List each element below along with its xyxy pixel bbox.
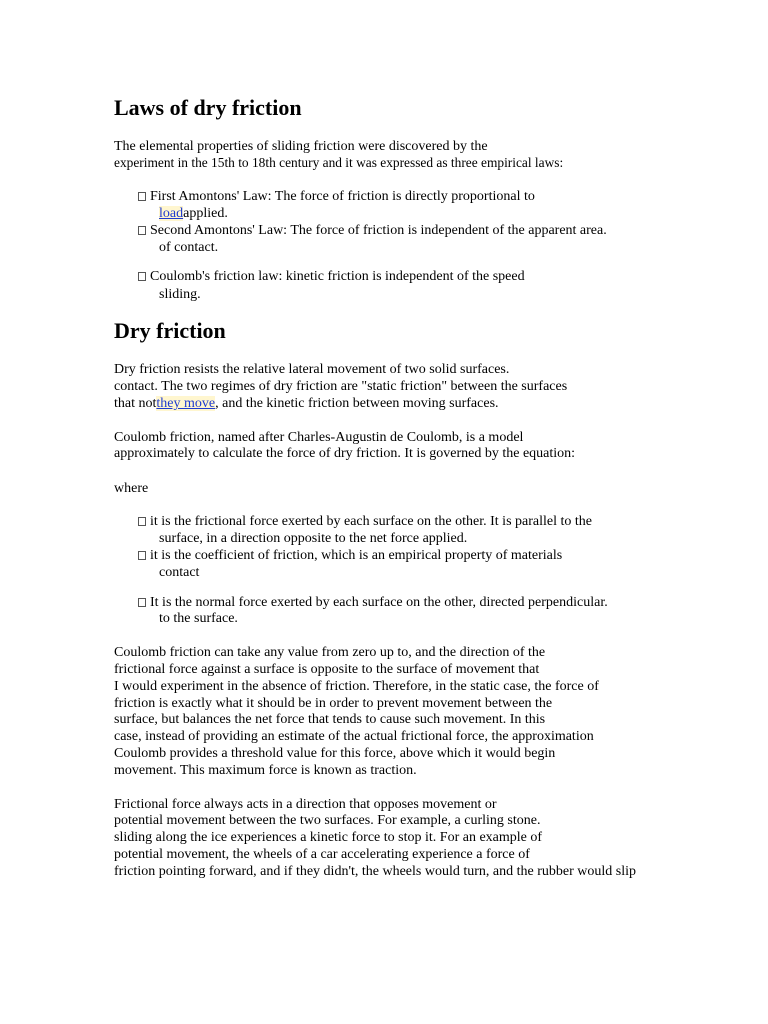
bullet-box-icon bbox=[138, 551, 146, 560]
paragraph-line: surface, but balances the net force that tends to cause such movement. In this bbox=[114, 712, 546, 727]
paragraph-line: friction is exactly what it should be in order to prevent movement between the bbox=[114, 696, 553, 711]
paragraph-line: contact. The two regimes of dry friction are "static friction" between the surfaces bbox=[114, 379, 568, 394]
paragraph-line: approximately to calculate the force of dry friction. It is governed by the equation: bbox=[114, 446, 576, 461]
bullet-text: it is the frictional force exerted by each surface on the other. It is parallel to the bbox=[150, 514, 592, 529]
list-item bbox=[138, 222, 607, 239]
bullet-text-continuation: surface, in a direction opposite to the net force applied. bbox=[159, 531, 468, 546]
paragraph-line: Coulomb provides a threshold value for this force, above which it would begin bbox=[114, 746, 556, 761]
bullet-text: it is the coefficient of friction, which is an empirical property of materials bbox=[150, 548, 563, 563]
paragraph-line: case, instead of providing an estimate of the actual frictional force, the approximation bbox=[114, 729, 594, 744]
paragraph-line: Dry friction resists the relative lateral movement of two solid surfaces. bbox=[114, 362, 510, 377]
paragraph-line: friction pointing forward, and if they didn't, the wheels would turn, and the rubber would slip bbox=[114, 864, 636, 879]
list-item bbox=[138, 188, 535, 205]
bullet-text: Coulomb's friction law: kinetic friction is independent of the speed bbox=[150, 269, 525, 284]
intro-line-1: The elemental properties of sliding friction were discovered by the bbox=[114, 139, 488, 154]
paragraph-line: potential movement between the two surfaces. For example, a curling stone. bbox=[114, 813, 541, 828]
bullet-text: First Amontons' Law: The force of friction is directly proportional to bbox=[150, 189, 535, 204]
section-heading-laws: Laws of dry friction bbox=[114, 95, 302, 120]
bullet-box-icon bbox=[138, 517, 146, 526]
paragraph-line: Coulomb friction can take any value from zero up to, and the direction of the bbox=[114, 645, 546, 660]
bullet-text: Second Amontons' Law: The force of friction is independent of the apparent area. bbox=[150, 223, 607, 238]
list-item bbox=[138, 547, 562, 564]
bullet-box-icon bbox=[138, 272, 146, 281]
paragraph-line bbox=[114, 395, 499, 412]
bullet-text-continuation: sliding. bbox=[159, 287, 201, 302]
paragraph-line: I would experiment in the absence of friction. Therefore, in the static case, the force of bbox=[114, 679, 599, 694]
bullet-text-continuation: of contact. bbox=[159, 240, 219, 255]
where-label: where bbox=[114, 481, 149, 496]
bullet-box-icon bbox=[138, 192, 146, 201]
list-item bbox=[138, 513, 592, 530]
paragraph-line: Frictional force always acts in a direction that opposes movement or bbox=[114, 797, 497, 812]
paragraph-line: frictional force against a surface is opposite to the surface of movement that bbox=[114, 662, 540, 677]
bullet-text: applied. bbox=[183, 206, 228, 221]
intro-line-2: experiment in the 15th to 18th century and it was expressed as three empirical laws: bbox=[114, 155, 564, 170]
bullet-text-continuation: contact bbox=[159, 565, 200, 580]
section-heading-dry-friction: Dry friction bbox=[114, 318, 226, 343]
paragraph-line: sliding along the ice experiences a kinetic force to stop it. For an example of bbox=[114, 830, 543, 845]
they-move-link[interactable]: they move bbox=[156, 396, 216, 411]
paragraph-line: potential movement, the wheels of a car accelerating experience a force of bbox=[114, 847, 530, 862]
paragraph-text: that not bbox=[114, 396, 157, 411]
paragraph-line: movement. This maximum force is known as traction. bbox=[114, 763, 417, 778]
bullet-box-icon bbox=[138, 598, 146, 607]
load-link[interactable]: load bbox=[159, 206, 184, 221]
list-item bbox=[138, 268, 525, 285]
list-item-continuation bbox=[159, 205, 228, 222]
bullet-text: It is the normal force exerted by each surface on the other, directed perpendicular. bbox=[150, 595, 608, 610]
list-item bbox=[138, 594, 608, 611]
paragraph-text: , and the kinetic friction between moving surfaces. bbox=[215, 396, 499, 411]
bullet-text-continuation: to the surface. bbox=[159, 611, 238, 626]
bullet-box-icon bbox=[138, 226, 146, 235]
paragraph-line: Coulomb friction, named after Charles-Augustin de Coulomb, is a model bbox=[114, 430, 524, 445]
